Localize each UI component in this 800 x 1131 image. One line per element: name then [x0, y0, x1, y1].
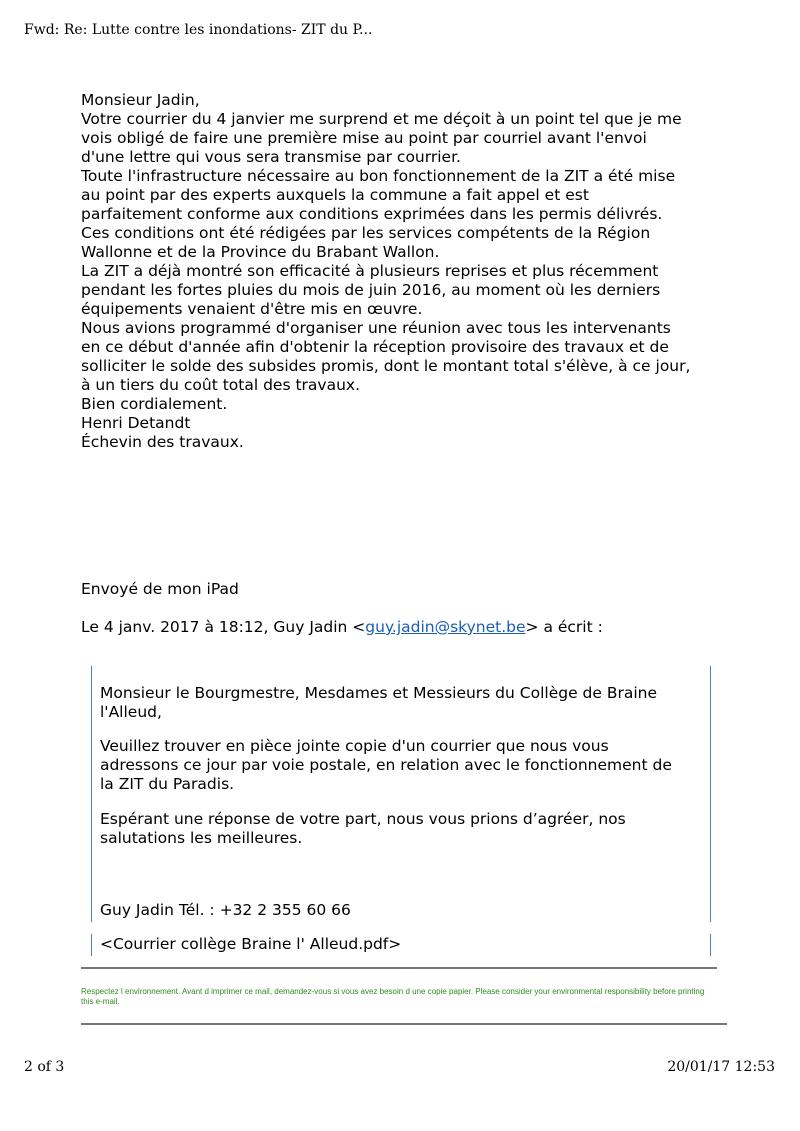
- message-body: [81, 91, 761, 452]
- message-line: vois obligé de faire une première mise au point par courriel avant l'envoi: [81, 129, 647, 147]
- divider: [81, 1023, 727, 1025]
- message-line: équipements venaient d'être mis en œuvre.: [81, 300, 423, 318]
- page-number: 2 of 3: [24, 1059, 65, 1075]
- quoted-line: Monsieur le Bourgmestre, Mesdames et Messieurs du Collège de Braine: [100, 684, 658, 702]
- quoted-line: la ZIT du Paradis.: [100, 775, 235, 793]
- sent-from-signature: Envoyé de mon iPad: [81, 580, 239, 598]
- quoted-line: l'Alleud,: [100, 703, 162, 721]
- quoted-line: Espérant une réponse de votre part, nous vous prions d’agréer, nos: [100, 810, 626, 828]
- quoted-line: adressons ce jour par voie postale, en relation avec le fonctionnement de: [100, 756, 672, 774]
- quoted-message: [91, 666, 711, 922]
- message-line: Monsieur Jadin,: [81, 91, 200, 109]
- message-line: Wallonne et de la Province du Brabant Wallon.: [81, 243, 440, 261]
- message-line: en ce début d'année afin d'obtenir la réception provisoire des travaux et de: [81, 338, 669, 356]
- message-line: d'une lettre qui vous sera transmise par courrier.: [81, 148, 461, 166]
- message-line: Bien cordialement.: [81, 395, 228, 413]
- quoted-closing: [100, 810, 626, 848]
- quote-attribution: [81, 618, 603, 636]
- quoted-line: Veuillez trouver en pièce jointe copie d'un courrier que nous vous: [100, 737, 609, 755]
- attribution-prefix: Le 4 janv. 2017 à 18:12, Guy Jadin <: [81, 618, 366, 636]
- message-line: parfaitement conforme aux conditions exprimées dans les permis délivrés.: [81, 205, 663, 223]
- message-line: Toute l'infrastructure nécessaire au bon fonctionnement de la ZIT a été mise: [81, 167, 676, 185]
- attachment-block: [91, 934, 711, 956]
- divider: [81, 967, 717, 969]
- message-line: Échevin des travaux.: [81, 433, 244, 451]
- print-datetime: 20/01/17 12:53: [667, 1059, 775, 1075]
- attachment-link[interactable]: <Courrier collège Braine l' Alleud.pdf>: [100, 935, 402, 953]
- quoted-signature: Guy Jadin Tél. : +32 2 355 60 66: [100, 901, 351, 919]
- message-line: solliciter le solde des subsides promis, dont le montant total s'élève, à ce jour,: [81, 357, 691, 375]
- message-line: La ZIT a déjà montré son efficacité à plusieurs reprises et plus récemment: [81, 262, 659, 280]
- message-line: Henri Detandt: [81, 414, 191, 432]
- environment-disclaimer: Respectez l environnement. Avant d imprimer ce mail, demandez-vous si vous avez besoin d une copie papier. Please consider your environmental responsibility before printing this e-mail.: [81, 987, 705, 1006]
- message-line: au point par des experts auxquels la commune a fait appel et est: [81, 186, 589, 204]
- message-line: pendant les fortes pluies du mois de juin 2016, au moment où les derniers: [81, 281, 661, 299]
- quoted-line: salutations les meilleures.: [100, 829, 303, 847]
- page-header-title: Fwd: Re: Lutte contre les inondations- ZIT du P...: [24, 22, 373, 38]
- message-line: Votre courrier du 4 janvier me surprend et me déçoit à un point tel que je me: [81, 110, 682, 128]
- attribution-suffix: > a écrit :: [525, 618, 603, 636]
- message-line: à un tiers du coût total des travaux.: [81, 376, 361, 394]
- message-line: Ces conditions ont été rédigées par les services compétents de la Région: [81, 224, 651, 242]
- quoted-body: [100, 737, 672, 794]
- message-line: Nous avions programmé d'organiser une réunion avec tous les intervenants: [81, 319, 671, 337]
- quoted-greeting: [100, 684, 657, 722]
- sender-email-link[interactable]: guy.jadin@skynet.be: [365, 618, 526, 636]
